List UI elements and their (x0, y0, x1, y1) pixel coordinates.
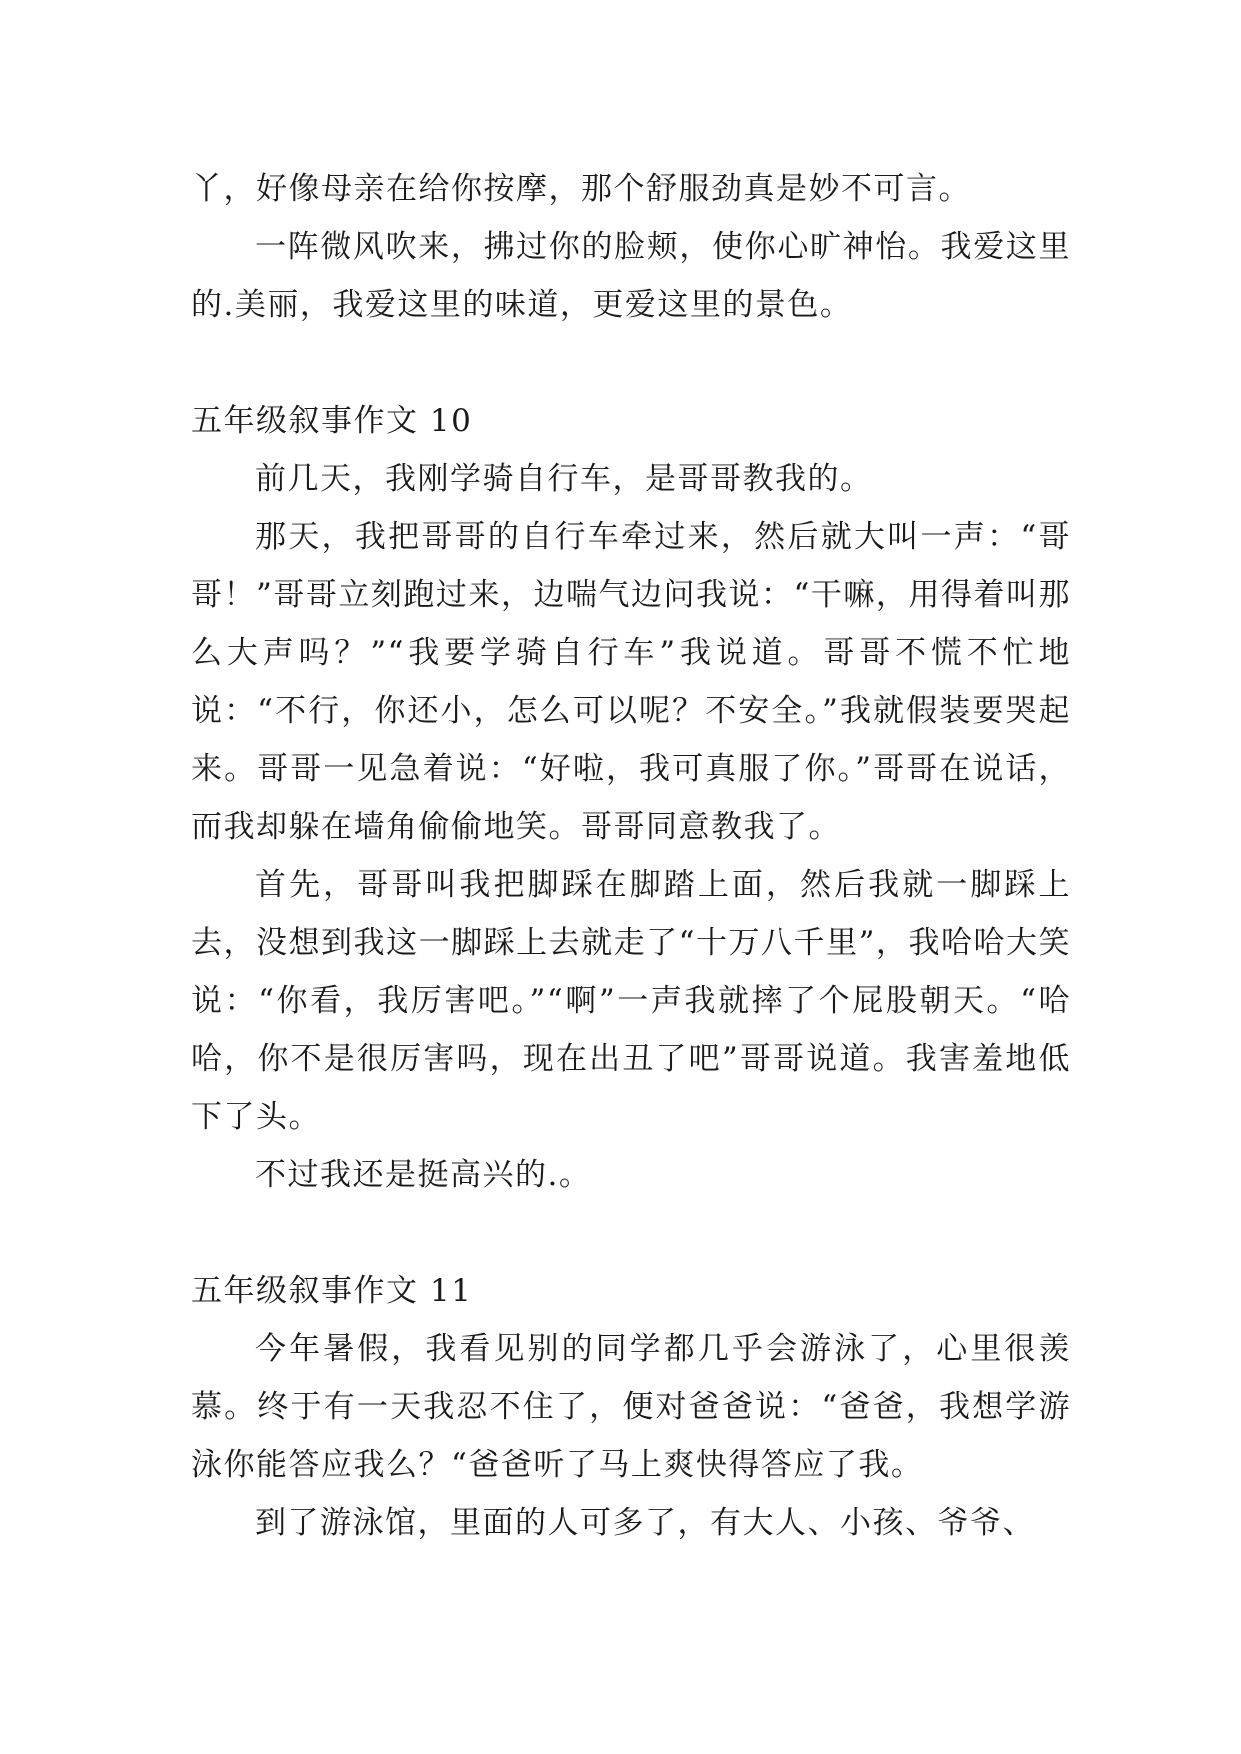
paragraph-8: 到了游泳馆，里面的人可多了，有大人、小孩、爷爷、 (255, 1505, 1035, 1541)
section-gap (191, 1204, 1071, 1262)
paragraph-2: 一阵微风吹来，拂过你的脸颊，使你心旷神怡。我爱这里的.美丽，我爱这里的味道，更爱这里的景色。 (191, 229, 1071, 323)
paragraph-7: 今年暑假，我看见别的同学都几乎会游泳了，心里很羡慕。终于有一天我忍不住了，便对爸爸说：“爸爸，我想学游泳你能答应我么？“爸爸听了马上爽快得答应了我。 (191, 1331, 1071, 1483)
section-heading-10: 五年级叙事作文 10 (191, 403, 473, 439)
section-heading-11: 五年级叙事作文 11 (191, 1273, 473, 1309)
paragraph-1: 丫，好像母亲在给你按摩，那个舒服劲真是妙不可言。 (191, 171, 971, 207)
paragraph-5: 首先，哥哥叫我把脚踩在脚踏上面，然后我就一脚踩上去，没想到我这一脚踩上去就走了“十万八千里”，我哈哈大笑说：“你看，我厉害吧。”“啊”一声我就摔了个屁股朝天。“哈哈，你不是很厉害吗，现在出丑了吧”哥哥说道。我害羞地低下了头。 (191, 867, 1071, 1135)
document-body (191, 160, 1071, 1552)
paragraph-6: 不过我还是挺高兴的.。 (255, 1157, 592, 1193)
section-gap (191, 334, 1071, 392)
paragraph-4: 那天，我把哥哥的自行车牵过来，然后就大叫一声：“哥哥！”哥哥立刻跑过来，边喘气边问我说：“干嘛，用得着叫那么大声吗？”“我要学骑自行车”我说道。哥哥不慌不忙地说：“不行，你还小，怎么可以呢？不安全。”我就假装要哭起来。哥哥一见急着说：“好啦，我可真服了你。”哥哥在说话，而我却躲在墙角偷偷地笑。哥哥同意教我了。 (191, 519, 1071, 845)
paragraph-3: 前几天，我刚学骑自行车，是哥哥教我的。 (255, 461, 873, 497)
